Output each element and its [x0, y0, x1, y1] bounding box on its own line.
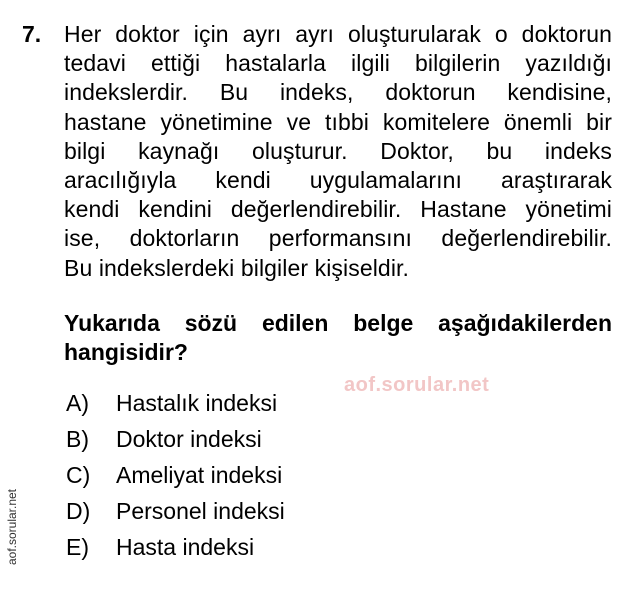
option-letter: C) [66, 462, 91, 488]
option-b[interactable] [66, 421, 285, 457]
question-text-line: hastane yönetimine ve tıbbi komitelere önemli bir [64, 108, 612, 135]
answer-options [66, 385, 285, 565]
option-c[interactable] [66, 457, 285, 493]
option-letter: D) [66, 498, 91, 524]
question-prompt-line: Yukarıda sözü edilen belge aşağıdakilerden [64, 310, 612, 336]
question-text-line: ise, doktorların performansını değerlendirebilir. [64, 225, 612, 252]
option-text: Hastalık indeksi [116, 390, 278, 416]
option-e[interactable] [66, 529, 285, 565]
option-letter: A) [66, 390, 89, 416]
watermark-center: aof.sorular.net [344, 374, 490, 396]
option-letter: E) [66, 534, 89, 560]
question-prompt [64, 309, 612, 367]
option-text: Doktor indeksi [116, 426, 262, 452]
option-d[interactable] [66, 493, 285, 529]
question-text [64, 20, 612, 283]
question-text-line: indekslerdir. Bu indeks, doktorun kendisine, [64, 79, 612, 106]
watermark-side: aof.sorular.net [5, 488, 19, 566]
question-text-line: kendi kendini değerlendirebilir. Hastane yönetimi [64, 196, 612, 223]
question-text-line: Bu indekslerdeki bilgiler kişiseldir. [64, 254, 410, 281]
question-text-line: Her doktor için ayrı ayrı oluşturularak o doktorun [64, 21, 612, 47]
option-text: Hasta indeksi [116, 534, 255, 560]
question-text-line: bilgi kaynağı oluşturur. Doktor, bu indeks [64, 137, 612, 164]
question-number: 7. [22, 21, 42, 47]
option-text: Personel indeksi [116, 498, 285, 524]
option-text: Ameliyat indeksi [116, 462, 283, 488]
question-prompt-line: hangisidir? [64, 339, 188, 365]
option-a[interactable] [66, 385, 285, 421]
question-text-line: aracılığıyla kendi uygulamalarını araştırarak [64, 166, 612, 193]
option-letter: B) [66, 426, 89, 452]
question-text-line: tedavi ettiği hastalarla ilgili bilgilerin yazıldığı [64, 50, 612, 77]
